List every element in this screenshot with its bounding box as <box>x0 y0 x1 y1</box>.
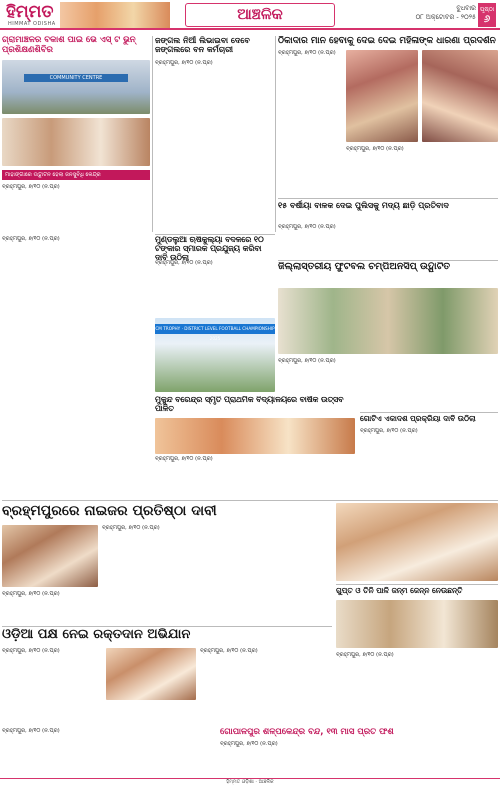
section-title: ଆଞ୍ଚଳିକ <box>185 3 335 27</box>
story-8-photo <box>155 418 355 454</box>
story-8 <box>155 396 355 500</box>
story-3-photo <box>346 50 418 142</box>
football-photo <box>155 318 275 392</box>
story-9-body: ବ୍ରହ୍ମପୁର, ୭/୧୦ (ନି.ପ୍ର) <box>2 648 60 654</box>
story-5-headline: ୧୫ ବର୍ଷୀୟା ବାଳକ ଦେଇ ପୁଲିସକୁ ମଦ୍ୟ ଛାଡ଼ି ପ୍ରତିବାଦ <box>278 201 449 210</box>
story-12-body: ବ୍ରହ୍ମପୁର, ୭/୧୦ (ନି.ପ୍ର) <box>336 652 394 658</box>
row-rule <box>336 584 498 585</box>
story-7-photo <box>2 525 98 587</box>
story-1-photo-banner: COMMUNITY CENTRE <box>24 74 128 82</box>
story-7-right-photo <box>336 503 498 581</box>
story-10-headline: ଗୋପାଳପୁର ଶିଳ୍ପକେନ୍ଦ୍ର ବନ୍ଦ, ୧୩ ମାସ ପ୍ରତି ଫିଶ <box>220 728 394 737</box>
story-8-body: ବ୍ରହ୍ମପୁର, ୭/୧୦ (ନି.ପ୍ର) <box>155 456 213 462</box>
story-5-body: ବ୍ରହ୍ମପୁର, ୭/୧୦ (ନି.ପ୍ର) <box>278 224 336 230</box>
row-rule <box>2 500 498 501</box>
page-label: ପୃଷ୍ଠା <box>479 6 495 13</box>
logo-subtitle: HIMMAT ODISHA <box>8 21 56 27</box>
story-4 <box>155 236 275 316</box>
story-12-photo <box>336 600 498 648</box>
story-1-headline: ଗ୍ରାମାଞ୍ଚଳର ବିକାଶ ପାଇଁ ଭେ ଏସ୍ ଟି ଭୁନ୍ ପ୍ରଶିକ୍ଷଣଶିବିର <box>2 36 136 55</box>
story-10-body: ବ୍ରହ୍ମପୁର, ୭/୧୦ (ନି.ପ୍ର) <box>220 741 278 747</box>
newspaper-logo: ହିମ୍ମତ <box>6 2 54 22</box>
story-1-body: ବ୍ରହ୍ମପୁର, ୭/୧୦ (ନି.ପ୍ର) <box>2 184 60 190</box>
story-6 <box>278 262 498 410</box>
story-2-headline: ଜଙ୍ଗଲ ନିଆଁ ଲିଭାଇବା ଦେବେ ଜଙ୍ଗଲରେ ବନ କର୍ମଚାରୀ <box>155 36 250 55</box>
story-9-headline: ଓଡ଼ିଆ ପକ୍ଷ ନେଇ ରକ୍ତଦାନ ଅଭିଯାନ <box>2 628 191 642</box>
story-11-headline: ଗୋଟିଏ ଏକାଦଶ ପ୍ରକ୍ରିୟା ଦାବି ଉଠିଲା <box>360 414 476 423</box>
masthead-photo <box>60 2 170 28</box>
story-1b <box>2 236 152 498</box>
story-7-headline: ବ୍ରହ୍ମପୁରରେ ନାଇଜର ପ୍ରତିଷ୍ଠା ଦାବୀ <box>2 503 217 519</box>
page-footer: ହିମ୍ମତ ଓଡ଼ିଶା · ଆଞ୍ଚଳିକ <box>0 778 500 786</box>
story-3 <box>278 36 498 194</box>
story-9b <box>2 728 216 776</box>
story-2-body: ବ୍ରହ୍ମପୁର, ୭/୧୦ (ନି.ପ୍ର) <box>155 60 213 66</box>
column-rule <box>152 36 153 232</box>
story-1 <box>2 36 150 232</box>
story-1b-body: ବ୍ରହ୍ମପୁର, ୭/୧୦ (ନି.ପ୍ର) <box>2 236 60 242</box>
weekday: ବୁଧବାର <box>456 4 476 12</box>
story-4-body: ବ୍ରହ୍ମପୁର, ୭/୧୦ (ନି.ପ୍ର) <box>155 260 213 266</box>
story-7-right <box>336 503 498 581</box>
story-4-headline: ମୁଣ୍ଡଲୁଆ ଋଷିକୁଲ୍ୟା ବଦଳରେ ୧୦ ଟଙ୍କାର ସ୍ମାରକ ପ୍ରଯୁଜ୍ୟ କରିବା ଦାବି ଉଠିଲା <box>155 236 264 262</box>
row-rule <box>155 234 275 235</box>
story-9-photo <box>106 648 196 700</box>
story-6-headline: ଜିଲ୍ଲାସ୍ତରୀୟ ଫୁଟବଲ ଚମ୍ପିଅନସିପ୍ ଉଦ୍ଘାଟିତ <box>278 262 451 272</box>
row-rule <box>360 412 498 413</box>
row-rule <box>278 260 498 261</box>
masthead <box>0 0 500 30</box>
story-7 <box>2 503 332 623</box>
story-5 <box>278 198 498 258</box>
date-block <box>416 4 476 22</box>
story-8-headline: ମୁକୁନ୍ଦ ବରେନ୍ଦ୍ର ସ୍ମୃତି ପ୍ରାଥମିକ ବିଦ୍ୟାଳୟରେ ବାର୍ଷିକ ଉତ୍ସବ ପାଳିତ <box>155 396 344 413</box>
column-rule <box>275 36 276 232</box>
issue-date: ୦୮ ଅକ୍ଟୋବର - ୨୦୨୫ <box>415 13 476 21</box>
story-11 <box>360 412 498 498</box>
story-10 <box>220 728 498 776</box>
story-9 <box>2 628 332 724</box>
story-7-body-2: ବ୍ରହ୍ମପୁର, ୭/୧୦ (ନି.ପ୍ର) <box>2 591 60 597</box>
page-number-badge <box>478 3 496 27</box>
football-photo-banner: CM TROPHY · DISTRICT LEVEL FOOTBALL CHAMPIONSHIP 2025 <box>155 326 275 341</box>
story-3-body: ବ୍ରହ୍ମପୁର, ୭/୧୦ (ନି.ପ୍ର) <box>278 50 336 56</box>
story-12 <box>336 584 498 724</box>
story-1-photo <box>2 60 150 114</box>
story-6-photo <box>278 288 498 354</box>
story-1-caption: ମାହାଙ୍ଗାରେ ଉଦ୍ଘାଟନ ହେଲା ଜନସୁବିଧି କେନ୍ଦ୍ର <box>2 170 150 180</box>
page-number: ୬ <box>483 14 491 25</box>
story-9-body-2: ବ୍ରହ୍ମପୁର, ୭/୧୦ (ନି.ପ୍ର) <box>200 648 258 654</box>
story-11-body: ବ୍ରହ୍ମପୁର, ୭/୧୦ (ନି.ପ୍ର) <box>360 428 418 434</box>
story-9b-body: ବ୍ରହ୍ମପୁର, ୭/୧୦ (ନି.ପ୍ର) <box>2 728 60 734</box>
story-3-body-2: ବ୍ରହ୍ମପୁର, ୭/୧୦ (ନି.ପ୍ର) <box>346 146 404 152</box>
story-7-body: ବ୍ରହ୍ମପୁର, ୭/୧୦ (ନି.ପ୍ର) <box>102 525 160 531</box>
story-2 <box>155 36 273 232</box>
row-rule <box>2 626 332 627</box>
story-3-photo-2 <box>422 50 498 142</box>
row-rule <box>278 198 498 199</box>
story-3-headline: ଠିକାଦାର ମାନ ହେବାକୁ ଦେଇ ଦେଇ ମହିଳାଙ୍କ ଧାରଣା ପ୍ରଦର୍ଶନ <box>278 36 496 46</box>
story-6-body: ବ୍ରହ୍ମପୁର, ୭/୧୦ (ନି.ପ୍ର) <box>278 358 336 364</box>
story-1-photo-2 <box>2 118 150 166</box>
story-12-headline: ଗୁପ୍ତ ଓ ତିନି ପାଳି ଜନ୍ମ ଜେନ୍ନ ନେଉଛନ୍ତି <box>336 586 463 595</box>
